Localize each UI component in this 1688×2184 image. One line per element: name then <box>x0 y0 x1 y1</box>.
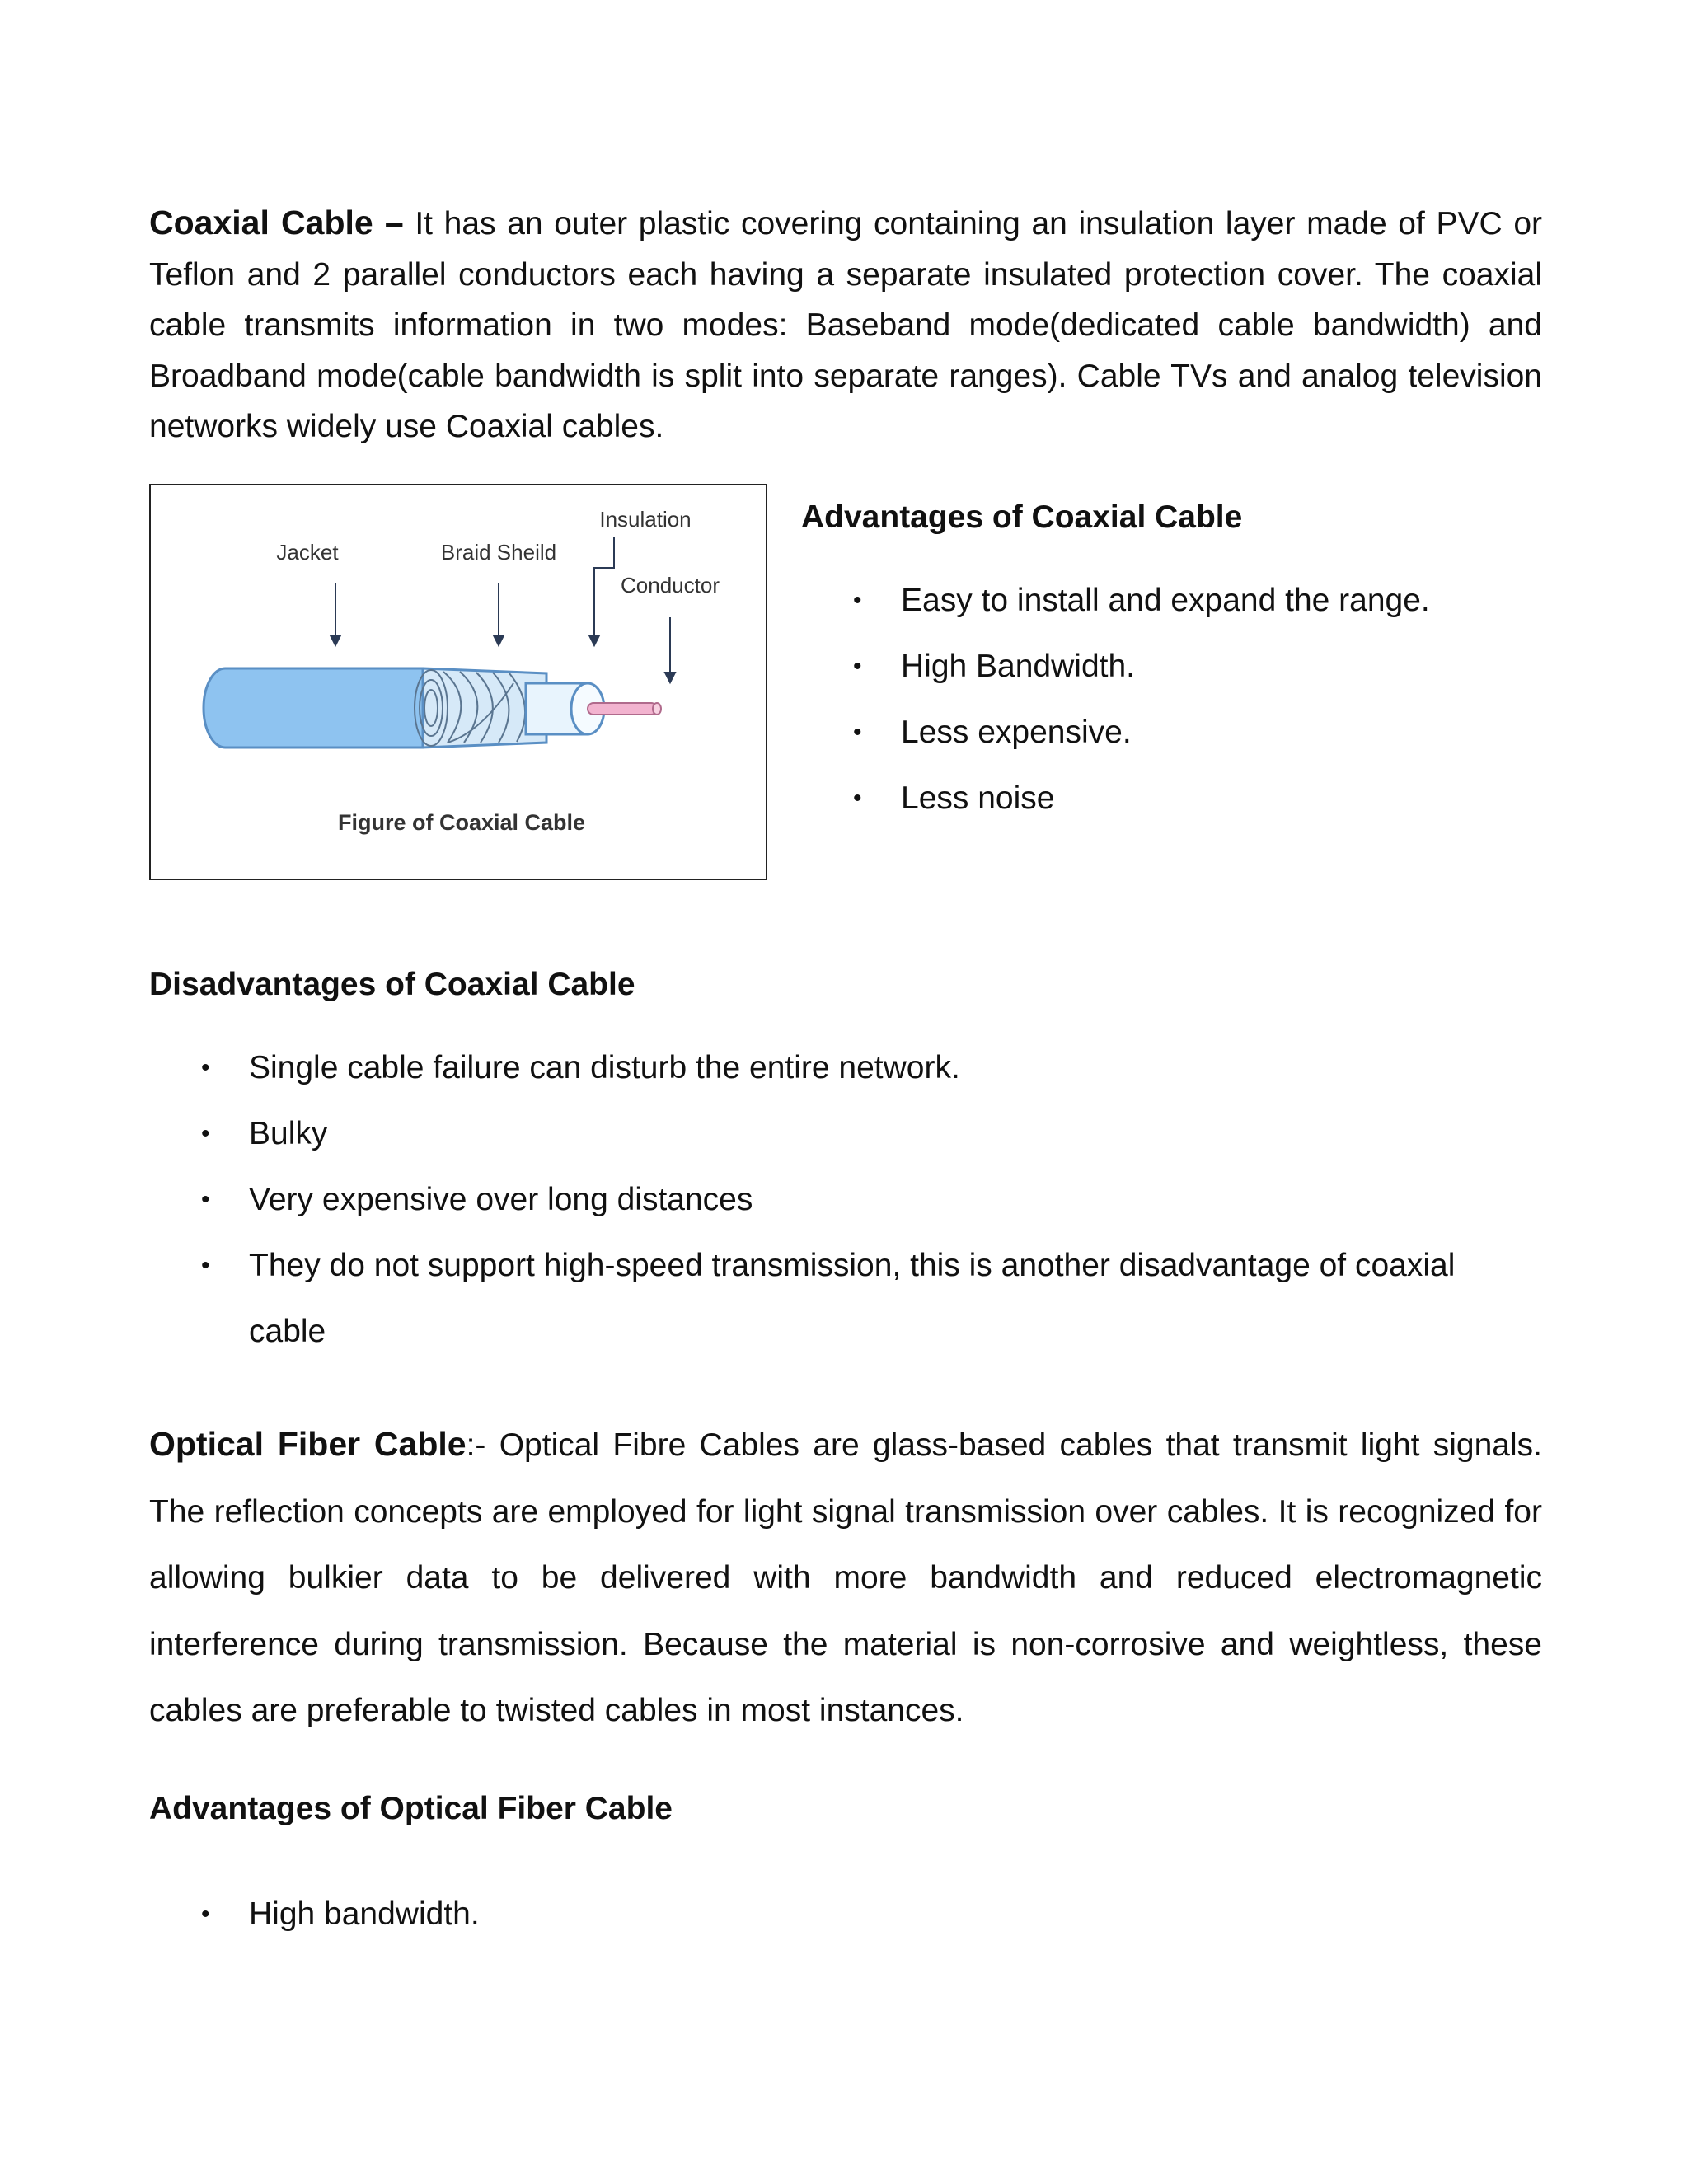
list-item <box>801 700 1543 766</box>
list-item-text: Single cable failure can disturb the entire network. <box>249 1050 960 1085</box>
insulation-label: Insulation <box>599 507 692 532</box>
bullet-icon: • <box>201 1900 210 1928</box>
list-item-text: Very expensive over long distances <box>249 1182 753 1217</box>
conductor-label: Conductor <box>621 573 720 598</box>
disadvantages-coaxial-list <box>149 1035 1550 1365</box>
coaxial-cable-paragraph <box>149 198 1542 452</box>
braid-arrowhead <box>494 635 504 645</box>
jacket-arrowhead <box>331 635 340 645</box>
conductor-tip <box>653 703 661 715</box>
cable-jacket <box>204 668 423 748</box>
list-item <box>801 766 1543 832</box>
list-item <box>149 1101 1550 1167</box>
bullet-icon: • <box>201 1120 210 1147</box>
list-item-text: Bulky <box>249 1116 328 1151</box>
list-item <box>801 634 1543 700</box>
bullet-icon: • <box>853 719 862 746</box>
cable-conductor <box>588 703 657 715</box>
list-item <box>149 1167 1550 1233</box>
bullet-icon: • <box>853 785 862 812</box>
coaxial-cable-body: It has an outer plastic covering containing an insulation layer made of PVC or Teflon and 2 parallel conductors each having a separate insulated protection cover. The coaxial cable transmits information in two modes: Baseband mode(dedicated cable bandwidth) and Broadband mode(cable bandwidth is split into separate ranges). Cable TVs and analog television networks widely use Coaxial cables. <box>149 206 1542 444</box>
coaxial-cable-title: Coaxial Cable – <box>149 204 404 241</box>
insulation-arrow <box>594 537 614 638</box>
cable-illustration <box>204 668 661 748</box>
coaxial-cable-figure <box>149 484 767 880</box>
list-item <box>801 568 1543 634</box>
insulation-arrowhead <box>589 635 599 645</box>
list-item <box>149 1233 1550 1365</box>
advantages-optical-heading: Advantages of Optical Fiber Cable <box>149 1791 673 1826</box>
optical-fiber-title: Optical Fiber Cable <box>149 1425 467 1463</box>
advantages-optical-list <box>149 1882 1550 1947</box>
braid-shield-label: Braid Sheild <box>440 540 557 565</box>
optical-fiber-body: :- Optical Fibre Cables are glass-based cables that transmit light signals. The reflection concepts are employed for light signal transmission over cables. It is recognized for allowing bulkier data to be delivered with more bandwidth and reduced electromagnetic interference during transmission. Because the material is non-corrosive and weightless, these cables are preferable to twisted cables in most instances. <box>149 1427 1542 1728</box>
bullet-icon: • <box>201 1252 210 1279</box>
list-item-text: High bandwidth. <box>249 1896 480 1932</box>
advantages-coaxial-heading: Advantages of Coaxial Cable <box>801 499 1243 535</box>
advantages-coaxial-list <box>801 568 1543 832</box>
list-item-text: Less noise <box>901 780 1055 816</box>
list-item-text: They do not support high-speed transmission, this is another disadvantage of coaxial cable <box>249 1248 1456 1349</box>
list-item <box>149 1882 1550 1947</box>
disadvantages-coaxial-heading: Disadvantages of Coaxial Cable <box>149 967 635 1002</box>
list-item-text: Less expensive. <box>901 715 1132 750</box>
bullet-icon: • <box>853 587 862 614</box>
bullet-icon: • <box>201 1186 210 1213</box>
figure-caption: Figure of Coaxial Cable <box>337 810 586 835</box>
list-item-text: High Bandwidth. <box>901 649 1136 684</box>
list-item-text: Easy to install and expand the range. <box>901 583 1430 618</box>
bullet-icon: • <box>201 1054 210 1081</box>
bullet-icon: • <box>853 653 862 680</box>
jacket-label: Jacket <box>276 540 339 565</box>
coaxial-cable-diagram <box>151 485 766 879</box>
conductor-arrowhead <box>665 673 675 682</box>
optical-fiber-paragraph <box>149 1411 1542 1745</box>
list-item <box>149 1035 1550 1101</box>
